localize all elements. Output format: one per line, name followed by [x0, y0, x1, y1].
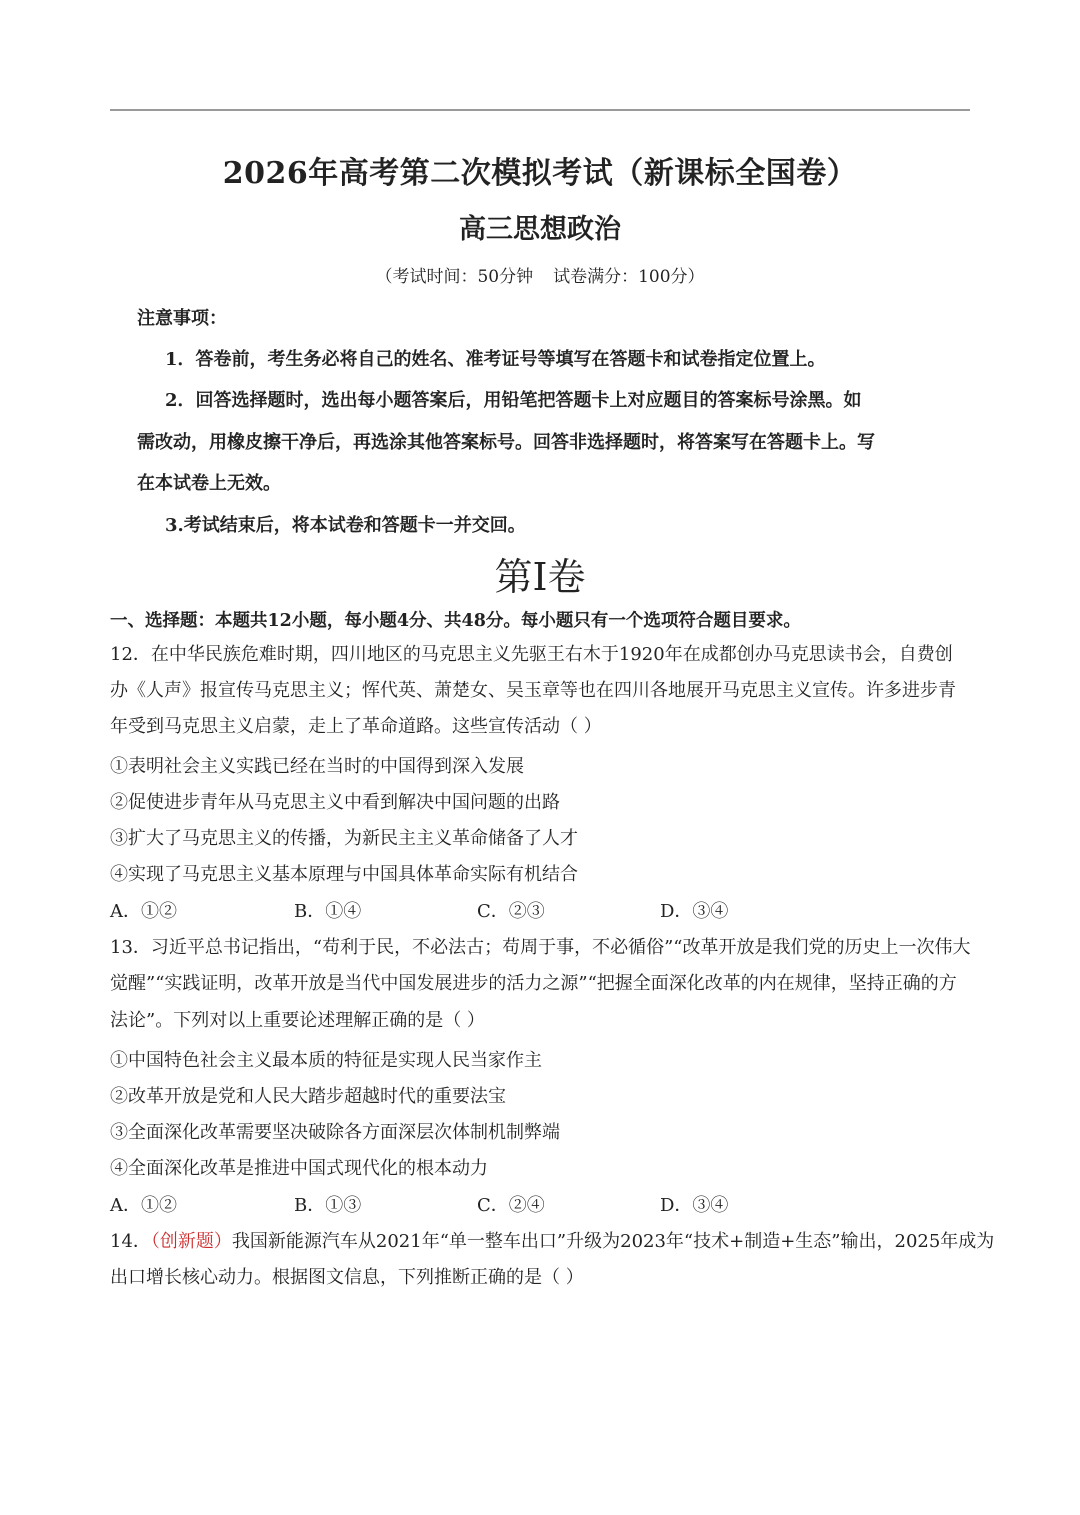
option-d: D．③④: [660, 901, 729, 922]
option-a: A．①②: [110, 901, 177, 922]
full-score: 试卷满分：100分）: [553, 267, 705, 287]
statement: ①表明社会主义实践已经在当时的中国得到深入发展: [110, 756, 524, 777]
exam-time: （考试时间：50分钟: [375, 267, 534, 287]
option-d: D．③④: [660, 1195, 729, 1216]
statement: ②改革开放是党和人民大踏步超越时代的重要法宝: [110, 1086, 506, 1107]
option-c: C．②④: [477, 1195, 545, 1216]
notice-heading: 注意事项：: [137, 308, 227, 329]
question-12-line: 办《人声》报宣传马克思主义；恽代英、萧楚女、吴玉章等也在四川各地展开马克思主义宣传。许多进步青: [110, 680, 956, 701]
question-14-line: [110, 1227, 994, 1253]
exam-title: 2026年高考第二次模拟考试（新课标全国卷）: [222, 156, 858, 191]
exam-meta: [0, 262, 1080, 287]
question-12-line: 12．在中华民族危难时期，四川地区的马克思主义先驱王右木于1920年在成都创办马克思读书会，自费创: [110, 644, 953, 665]
option-b: B．①④: [294, 901, 362, 922]
section-heading: 一、选择题：本题共12小题，每小题4分、共48分。每小题只有一个选项符合题目要求。: [110, 611, 801, 631]
notice-line: 3.考试结束后，将本试卷和答题卡一并交回。: [165, 515, 526, 536]
statement: ②促使进步青年从马克思主义中看到解决中国问题的出路: [110, 792, 560, 813]
question-14-line: 出口增长核心动力。根据图文信息，下列推断正确的是（ ）: [110, 1267, 584, 1288]
statement: ③全面深化改革需要坚决破除各方面深层次体制机制弊端: [110, 1122, 560, 1143]
notice-line: 在本试卷上无效。: [137, 473, 281, 494]
notice-line: 需改动，用橡皮擦干净后，再选涂其他答案标号。回答非选择题时，将答案写在答题卡上。写: [137, 432, 875, 453]
header-rule: [110, 109, 970, 111]
question-text: 我国新能源汽车从2021年“单一整车出口”升级为2023年“技术+制造+生态”输出，2025年成为: [231, 1231, 995, 1252]
volume-title: 第Ⅰ卷: [494, 555, 586, 599]
innovation-tag: （创新题）: [150, 1231, 232, 1252]
statement: ③扩大了马克思主义的传播，为新民主主义革命储备了人才: [110, 828, 578, 849]
notice-line: 1．答卷前，考生务必将自己的姓名、准考证号等填写在答题卡和试卷指定位置上。: [165, 349, 826, 370]
statement: ④实现了马克思主义基本原理与中国具体革命实际有机结合: [110, 864, 578, 885]
question-12-line: 年受到马克思主义启蒙，走上了革命道路。这些宣传活动（ ）: [110, 716, 602, 737]
question-number: 14．: [110, 1231, 151, 1252]
option-a: A．①②: [110, 1195, 177, 1216]
subject-title: 高三思想政治: [459, 214, 621, 245]
notice-line: 2．回答选择题时，选出每小题答案后，用铅笔把答题卡上对应题目的答案标号涂黑。如: [165, 390, 862, 411]
question-13-line: 13．习近平总书记指出，“苟利于民，不必法古；苟周于事，不必循俗”“改革开放是我们党的历史上一次伟大: [110, 937, 971, 958]
statement: ①中国特色社会主义最本质的特征是实现人民当家作主: [110, 1050, 542, 1071]
question-13-line: 法论”。下列对以上重要论述理解正确的是（ ）: [110, 1010, 485, 1031]
statement: ④全面深化改革是推进中国式现代化的根本动力: [110, 1158, 488, 1179]
question-13-line: 觉醒”“实践证明，改革开放是当代中国发展进步的活力之源”“把握全面深化改革的内在规律，坚持正确的方: [110, 973, 957, 994]
option-c: C．②③: [477, 901, 545, 922]
option-b: B．①③: [294, 1195, 362, 1216]
